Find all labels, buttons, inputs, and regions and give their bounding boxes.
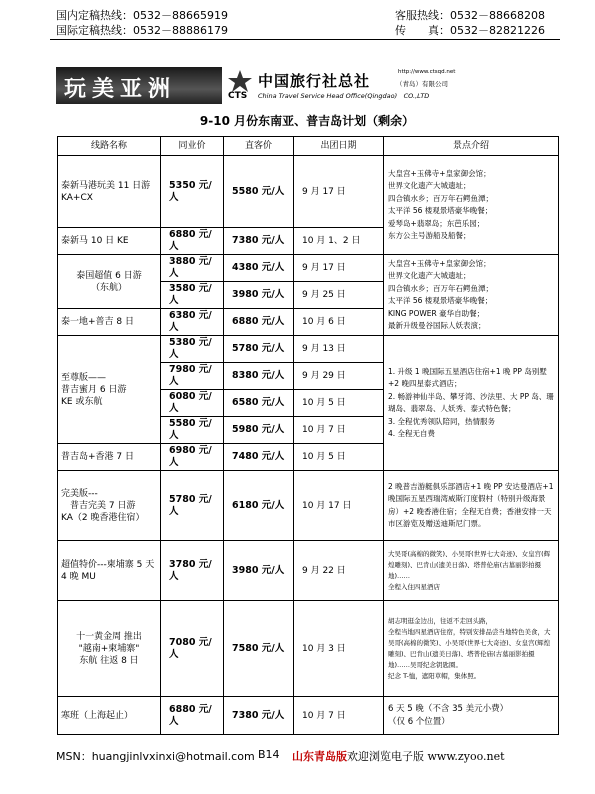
route-name: 泰新马 10 日 KE [58, 228, 161, 255]
page-number: B14 [258, 748, 280, 761]
company-subname: （青岛）有限公司 [396, 80, 448, 88]
trade-price: 3880 元/人 [161, 255, 224, 282]
departure-date: 9 月 25 日 [294, 282, 384, 309]
trade-price: 6080 元/人 [161, 390, 224, 417]
departure-date: 10 月 5 日 [294, 444, 384, 471]
highlights: 1. 升级 1 晚国际五星酒店住宿+1 晚 PP 岛别墅+2 晚四星泰式酒店； 2. 畅游神仙半岛、攀牙湾、沙法里、大 PP 岛、珊瑚岛、翡翠岛、人妖秀、泰式特色餐； 3. 全程优秀领队陪同，热情服务 4. 全程无自费 [384, 336, 559, 471]
retail-price: 6580 元/人 [224, 390, 294, 417]
banner [56, 67, 558, 104]
trade-price: 7980 元/人 [161, 363, 224, 390]
route-name: 十一黄金周 推出 "越南+柬埔寨" 东航 往返 8 日 [58, 601, 161, 697]
departure-date: 10 月 7 日 [294, 697, 384, 735]
departure-date: 9 月 22 日 [294, 541, 384, 601]
route-name: 泰国超值 6 日游 （东航） [58, 255, 161, 309]
column-header-departure-date: 出团日期 [294, 137, 384, 156]
table-row [58, 156, 559, 228]
logo-panel [56, 67, 222, 104]
route-name: 完美版--- 普吉完美 7 日游 KA（2 晚香港住宿） [58, 471, 161, 541]
highlights: 6 天 5 晚（不含 35 美元小费） （仅 6 个位置） [384, 697, 559, 735]
column-header-highlights: 景点介绍 [384, 137, 559, 156]
column-header-retail-price: 直客价 [224, 137, 294, 156]
highlights: 大皇宫+玉佛寺+皇家御会馆； 世界文化遗产大城遗址； 四合镇水乡；百万年石鳄鱼潭； 太平洋 56 楼观景塔豪华晚餐； KING POWER 豪华自助餐； 最新升级曼谷国际人妖表演； [384, 255, 559, 336]
trade-price: 5380 元/人 [161, 336, 224, 363]
trade-price: 3580 元/人 [161, 282, 224, 309]
retail-price: 7380 元/人 [224, 228, 294, 255]
highlights: 2 晚普吉游艇俱乐部酒店+1 晚 PP 安达曼酒店+1 晚国际五星西瑞湾威斯汀度假村（特别升级海景房）+2 晚香港住宿；全程无自费；香港安排一天市区游览及赠送迪斯尼门票。 [384, 471, 559, 541]
page-title: 9-10 月份东南亚、普吉岛计划（剩余） [199, 114, 415, 128]
service-hotline: 客服热线：0532－88668208 [395, 9, 545, 22]
route-name: 超值特价---柬埔寨 5 天 4 晚 MU [58, 541, 161, 601]
footer-welcome: 欢迎浏览电子版 www.zyoo.net [347, 750, 505, 763]
retail-price: 3980 元/人 [224, 282, 294, 309]
column-header-trade-price: 同业价 [161, 137, 224, 156]
table-row [58, 541, 559, 601]
highlights: 大吴哥(高棉的微笑)、小吴哥(世界七大奇迹)、女皇宫(辉煌雕刻)、巴肯山(遗美日落)、塔普伦庙(古墓丽影拍摄地)…… 全程入住四星酒店 [384, 541, 559, 601]
company-name-cn: 中国旅行社总社 [258, 72, 371, 90]
footer-promo [292, 748, 505, 764]
retail-price: 6180 元/人 [224, 471, 294, 541]
route-name: 寒班（上海起止） [58, 697, 161, 735]
retail-price: 5580 元/人 [224, 156, 294, 228]
international-hotline: 国际定稿热线：0532－88886179 [56, 24, 228, 37]
departure-date: 10 月 3 日 [294, 601, 384, 697]
trade-price: 3780 元/人 [161, 541, 224, 601]
trade-price: 6980 元/人 [161, 444, 224, 471]
table-row [58, 255, 559, 282]
retail-price: 4380 元/人 [224, 255, 294, 282]
departure-date: 9 月 29 日 [294, 363, 384, 390]
route-name: 普吉岛+香港 7 日 [58, 444, 161, 471]
retail-price: 7480 元/人 [224, 444, 294, 471]
retail-price: 3980 元/人 [224, 541, 294, 601]
cts-emblem-icon [226, 69, 254, 93]
trade-price: 5580 元/人 [161, 417, 224, 444]
retail-price: 5980 元/人 [224, 417, 294, 444]
header-divider [50, 39, 560, 40]
route-table [57, 136, 559, 735]
retail-price: 7380 元/人 [224, 697, 294, 735]
departure-date: 9 月 17 日 [294, 255, 384, 282]
departure-date: 10 月 7 日 [294, 417, 384, 444]
route-name: 至尊版—— 普吉蜜月 6 日游 KE 或东航 [58, 336, 161, 444]
company-website: http://www.ctsqd.net [398, 69, 456, 75]
logo-text: 玩美亚洲 [64, 77, 177, 102]
table-row [58, 697, 559, 735]
table-row [58, 471, 559, 541]
company-abbr: CTS [228, 91, 248, 101]
trade-price: 6880 元/人 [161, 697, 224, 735]
retail-price: 6880 元/人 [224, 309, 294, 336]
departure-date: 10 月 6 日 [294, 309, 384, 336]
table-row [58, 336, 559, 363]
retail-price: 5780 元/人 [224, 336, 294, 363]
domestic-hotline: 国内定稿热线：0532－88665919 [56, 9, 228, 22]
trade-price: 7080 元/人 [161, 601, 224, 697]
departure-date: 10 月 17 日 [294, 471, 384, 541]
route-name: 泰一地+普吉 8 日 [58, 309, 161, 336]
trade-price: 5350 元/人 [161, 156, 224, 228]
retail-price: 8380 元/人 [224, 363, 294, 390]
departure-date: 10 月 5 日 [294, 390, 384, 417]
column-header-route: 线路名称 [58, 137, 161, 156]
highlights: 大皇宫+玉佛寺+皇家御会馆； 世界文化遗产大城遗址； 四合镇水乡；百万年石鳄鱼潭； 太平洋 56 楼观景塔豪华晚餐； 爱琴岛+翡翠岛；东芭乐园； 东方公主号游船及船餐； [384, 156, 559, 255]
msn-contact: MSN：huangjinlvxinxi@hotmail.com [56, 750, 255, 763]
fax-number: 传 真：0532－82821226 [395, 24, 545, 37]
highlights: 胡志明逛金边出，往返不走回头路， 全程当地四星酒店住宿，特别安排品尝当地特色美食，大吴哥(高棉的微笑)、小吴哥(世界七大奇迹)、女皇宫(辉煌雕刻)、巴肯山(遗美日落)、塔普伦庙(古墓丽影拍摄地)……吴哥纪念钥匙圈。 纪念 T-恤，遮阳草帽，集体照。 [384, 601, 559, 697]
trade-price: 6880 元/人 [161, 228, 224, 255]
departure-date: 9 月 17 日 [294, 156, 384, 228]
brand-label: 山东青岛版 [292, 750, 347, 763]
departure-date: 9 月 13 日 [294, 336, 384, 363]
company-name-en: China Travel Service Head Office(Qingdao) CO.,LTD [258, 92, 430, 100]
departure-date: 10 月 1、2 日 [294, 228, 384, 255]
retail-price: 7580 元/人 [224, 601, 294, 697]
table-header-row [58, 137, 559, 156]
route-name: 泰新马港玩美 11 日游 KA+CX [58, 156, 161, 228]
table-row [58, 601, 559, 697]
trade-price: 5780 元/人 [161, 471, 224, 541]
trade-price: 6380 元/人 [161, 309, 224, 336]
